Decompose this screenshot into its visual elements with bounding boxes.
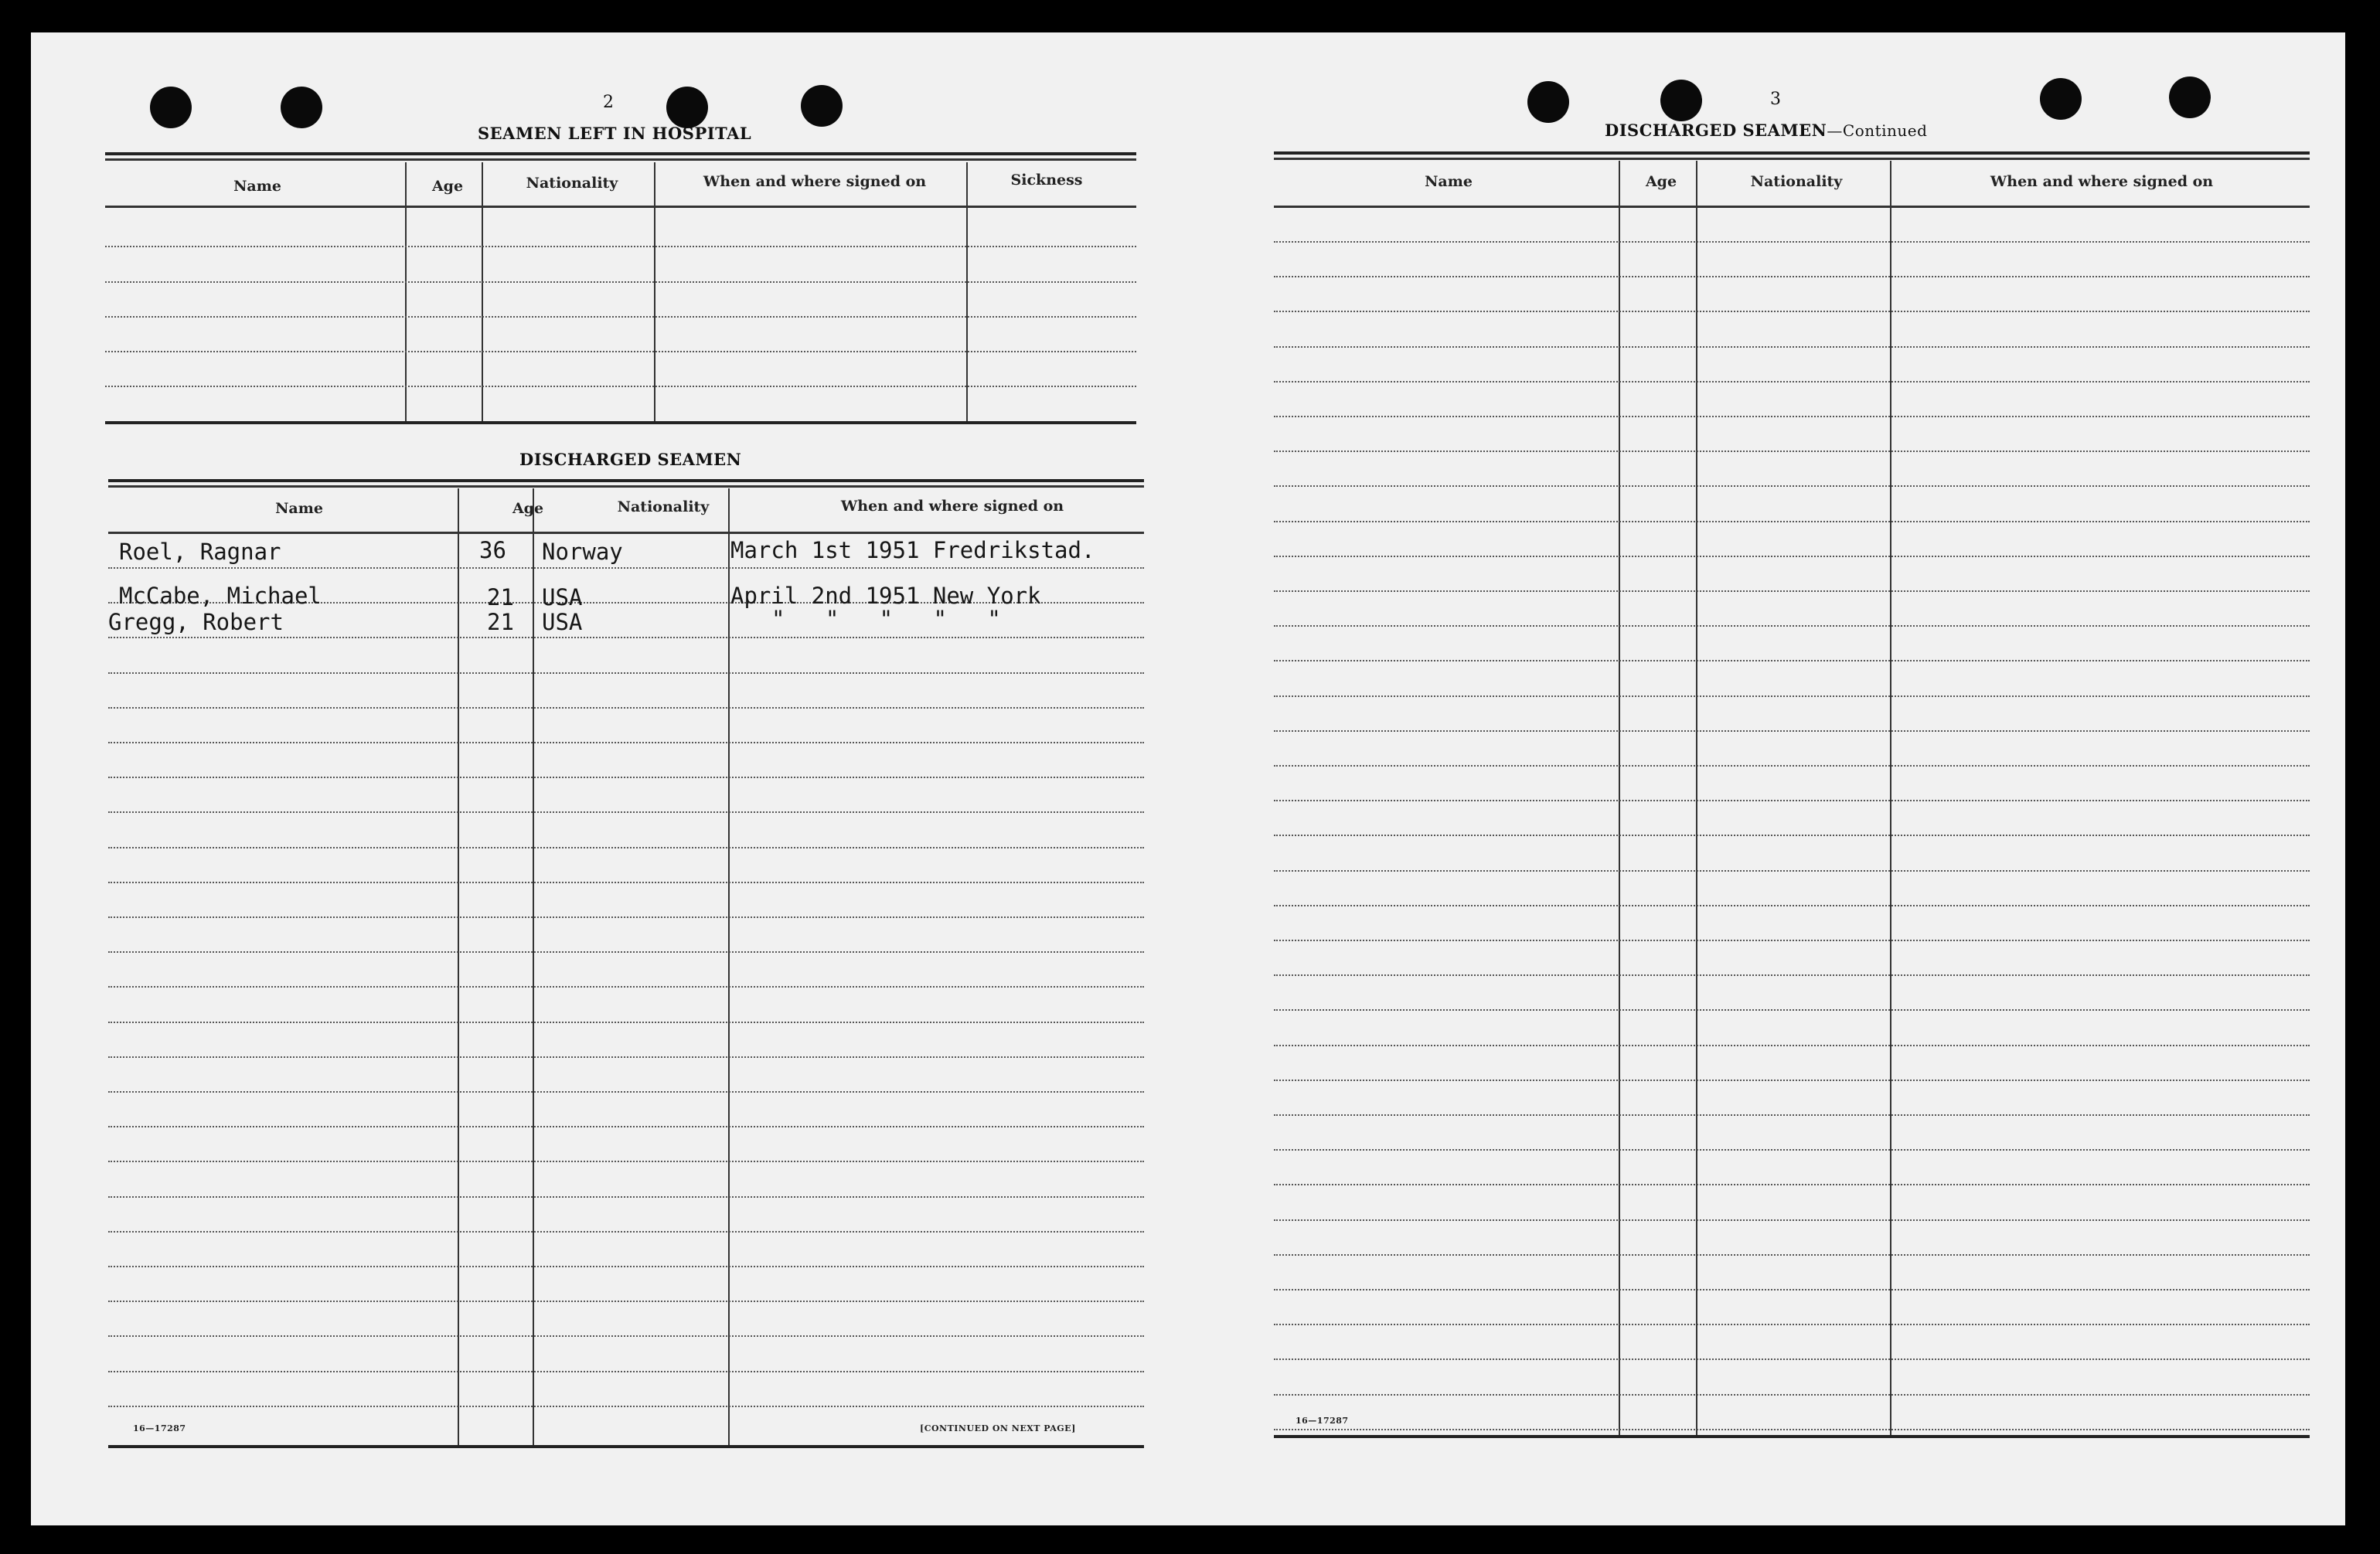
blank-row-line [1274,695,2310,697]
blank-row-line [1274,1358,2310,1360]
blank-row-line [1274,905,2310,906]
discharged-col-age: Age [1645,173,1677,190]
discharged-continued-title [1605,121,1927,140]
blank-row-line [108,1056,1144,1058]
column-divider [533,488,534,1447]
blank-row-line [1274,556,2310,557]
blank-row-line [105,281,1136,283]
blank-row-line [108,882,1144,883]
blank-row-line [1274,1149,2310,1151]
discharged-col-age: Age [512,500,544,517]
blank-row-line [108,1335,1144,1337]
discharged-col-nationality: Nationality [1750,173,1843,190]
page-number: 3 [1770,90,1781,109]
blank-row-line [108,847,1144,848]
blank-row-line [108,1161,1144,1162]
table-bottom-rule [1274,1435,2310,1438]
table-top-rule [1274,158,2310,160]
punch-hole [1660,80,1702,121]
table-top-rule [105,152,1136,155]
blank-row-line [108,1266,1144,1267]
seaman-signed-on: April 2nd 1951 New York [730,583,1041,609]
blank-row-line [1274,625,2310,627]
column-divider [405,162,407,421]
table-bottom-rule [108,1445,1144,1448]
blank-row-line [1274,521,2310,522]
blank-row-line [108,637,1144,638]
blank-row-line [1274,765,2310,767]
blank-row-line [1274,1045,2310,1046]
continued-note: [CONTINUED ON NEXT PAGE] [920,1423,1076,1433]
blank-row-line [1274,381,2310,383]
header-rule [105,206,1136,208]
column-divider [1696,161,1697,1437]
blank-row-line [108,1091,1144,1093]
blank-row-line [108,951,1144,953]
column-divider [728,488,730,1447]
blank-row-line [1274,940,2310,941]
column-divider [1619,161,1620,1437]
blank-row-line [105,386,1136,387]
punch-hole [281,87,322,128]
blank-row-line [1274,974,2310,976]
column-divider [458,488,459,1447]
punch-hole [666,87,708,128]
blank-row-line [108,1371,1144,1372]
page-number: 2 [603,93,614,112]
hospital-col-name: Name [233,178,281,195]
header-rule [1274,206,2310,208]
discharged-col-signed-on: When and where signed on [840,498,1064,515]
blank-row-line [1274,1009,2310,1011]
blank-row-line [1274,1219,2310,1221]
punch-hole [2040,78,2082,120]
blank-row-line [1274,1289,2310,1290]
blank-row-line [1274,800,2310,801]
table-top-rule [105,158,1136,161]
blank-row-line [108,672,1144,674]
blank-row-line [105,246,1136,247]
blank-row-line [1274,1429,2310,1430]
column-divider [966,162,968,421]
hospital-col-sickness: Sickness [1010,172,1083,189]
blank-row-line [1274,485,2310,487]
seaman-age: 36 [479,537,506,563]
blank-row-line [1274,451,2310,452]
discharged-col-signed-on: When and where signed on [1990,173,2214,190]
table-top-rule [108,485,1144,488]
blank-row-line [108,777,1144,778]
seaman-age: 21 [487,609,514,635]
column-divider [482,162,483,421]
title-text: DISCHARGED SEAMEN [1605,121,1827,140]
blank-row-line [1274,835,2310,836]
blank-row-line [108,707,1144,709]
hospital-section-title: SEAMEN LEFT IN HOSPITAL [478,124,752,143]
title-suffix: —Continued [1827,121,1928,140]
form-number: 16—17287 [1296,1416,1349,1426]
table-top-rule [108,479,1144,482]
blank-row-line [108,1231,1144,1233]
discharged-col-name: Name [275,500,323,517]
form-number: 16—17287 [133,1423,186,1433]
table-top-rule [1274,151,2310,155]
blank-row-line [108,1196,1144,1198]
seaman-name: McCabe, Michael [119,583,322,609]
blank-row-line [1274,1254,2310,1256]
seaman-signed-on: March 1st 1951 Fredrikstad. [730,537,1095,563]
blank-row-line [108,567,1144,569]
blank-row-line [108,916,1144,918]
blank-row-line [1274,1184,2310,1185]
column-divider [1890,161,1891,1437]
table-bottom-rule [105,421,1136,424]
blank-row-line [108,1301,1144,1302]
blank-row-line [1274,346,2310,348]
seaman-name: Roel, Ragnar [119,539,281,565]
discharged-col-name: Name [1425,173,1473,190]
blank-row-line [1274,1394,2310,1396]
punch-hole [150,87,192,128]
blank-row-line [105,351,1136,352]
hospital-col-signed-on: When and where signed on [703,173,927,190]
hospital-col-age: Age [431,178,464,195]
blank-row-line [1274,730,2310,732]
blank-row-line [1274,1114,2310,1116]
blank-row-line [108,1406,1144,1407]
blank-row-line [1274,590,2310,592]
seaman-name: Gregg, Robert [108,609,284,635]
blank-row-line [108,742,1144,743]
blank-row-line [108,811,1144,813]
punch-hole [801,85,843,127]
punch-hole [1527,81,1569,123]
blank-row-line [108,986,1144,988]
seaman-nationality: USA [542,584,583,610]
blank-row-line [108,1022,1144,1023]
seaman-nationality: Norway [542,539,623,565]
discharged-col-nationality: Nationality [617,498,710,515]
blank-row-line [1274,660,2310,661]
blank-row-line [105,316,1136,318]
seaman-age: 21 [487,584,514,610]
blank-row-line [1274,241,2310,243]
document-sheet [31,32,2345,1525]
blank-row-line [1274,870,2310,872]
punch-hole [2169,77,2211,118]
blank-row-line [1274,1324,2310,1325]
seaman-nationality: USA [542,609,583,635]
column-divider [654,162,655,421]
blank-row-line [1274,1080,2310,1081]
hospital-col-nationality: Nationality [526,175,618,192]
blank-row-line [108,1126,1144,1127]
blank-row-line [1274,311,2310,312]
discharged-section-title: DISCHARGED SEAMEN [519,450,742,469]
blank-row-line [1274,276,2310,277]
seaman-signed-on: " " " " " [771,606,1001,632]
header-rule [108,532,1144,534]
blank-row-line [1274,416,2310,417]
